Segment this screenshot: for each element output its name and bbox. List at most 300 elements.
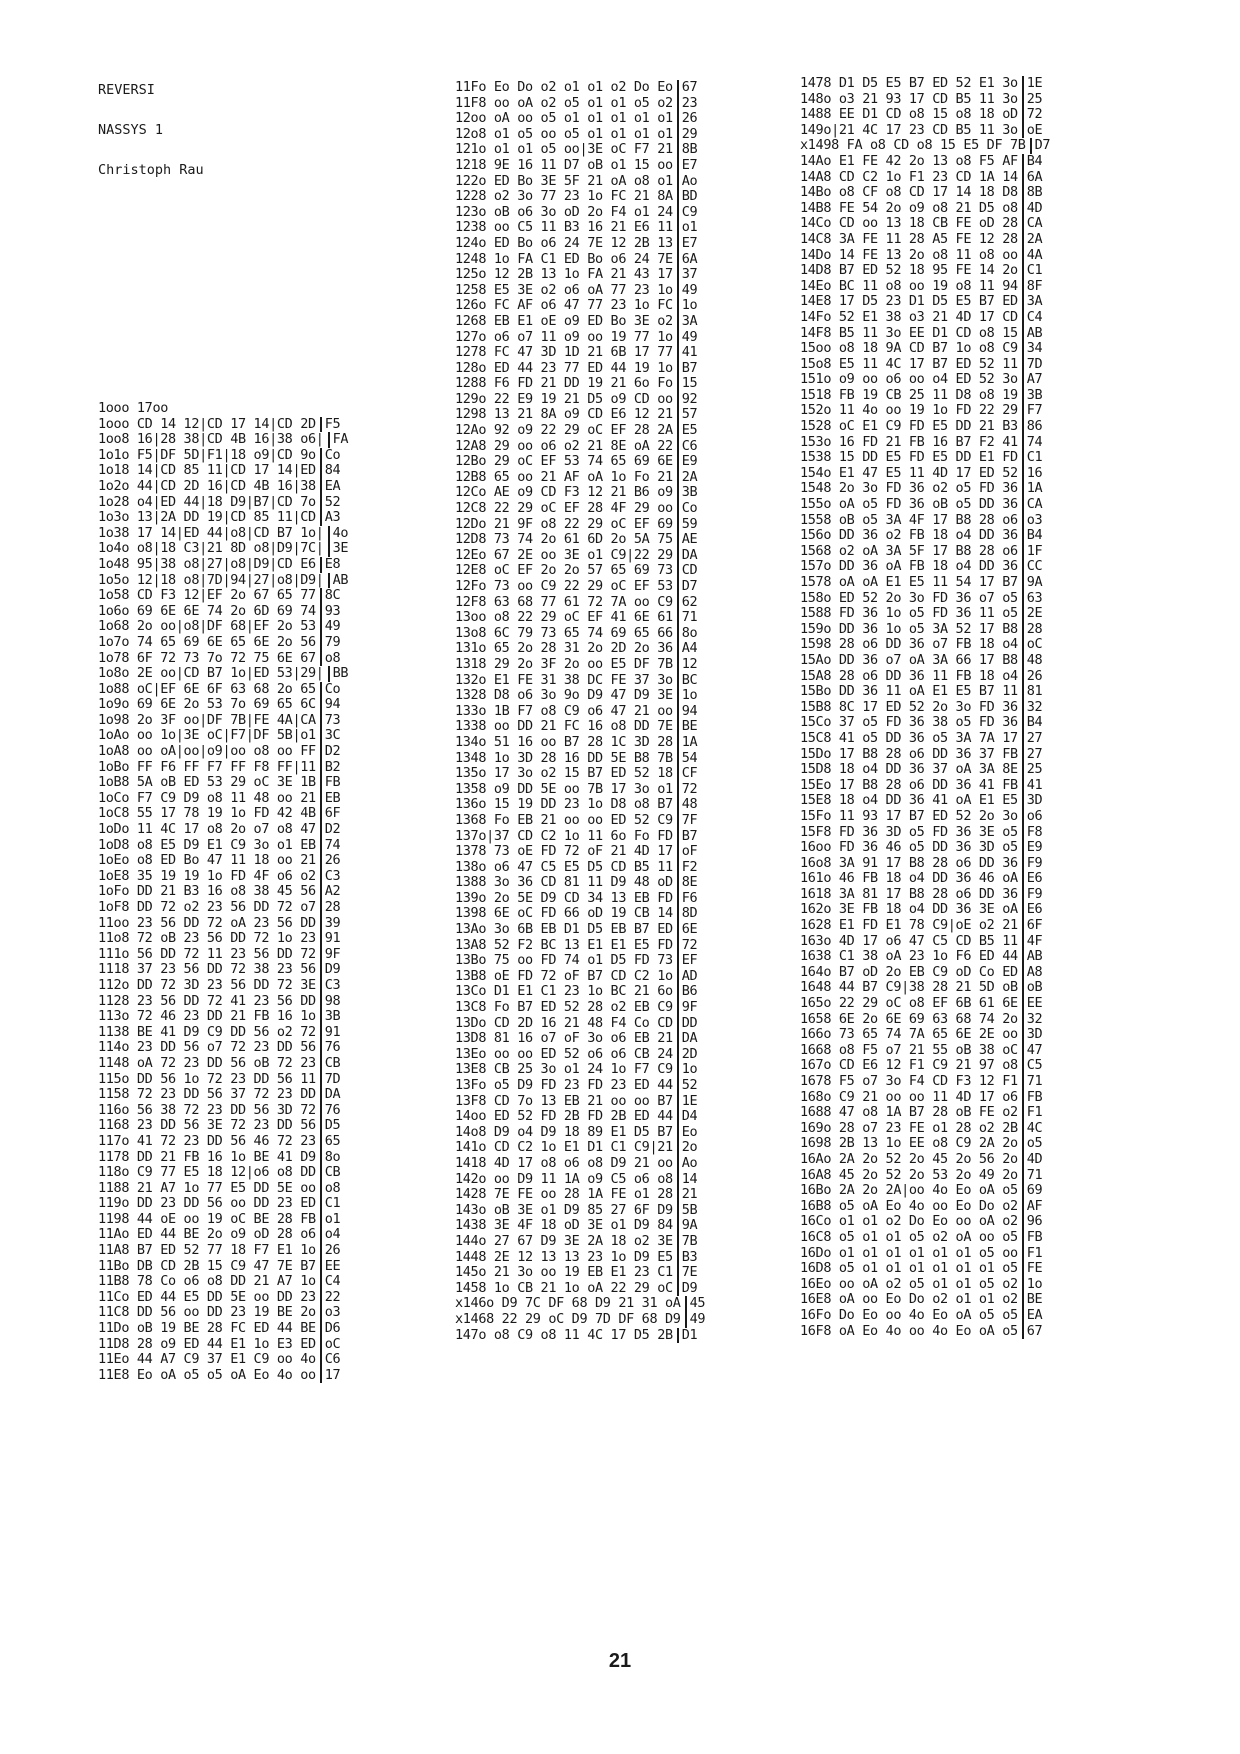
hex-bytes: 16oo FD 36 46 o5 DD 36 3D o5 — [800, 839, 1018, 856]
hex-row — [98, 697, 348, 713]
hex-bytes: 1oB8 5A oB ED 53 29 oC 3E 1B — [98, 774, 316, 791]
row-checksum: C1 — [1022, 450, 1043, 466]
hex-bytes: 115o DD 56 1o 72 23 DD 56 11 — [98, 1070, 316, 1087]
row-checksum: 8B — [1022, 185, 1043, 201]
hex-bytes: 1528 oC E1 C9 FD E5 DD 21 B3 — [800, 418, 1018, 435]
row-checksum: 3D — [1022, 1027, 1043, 1043]
row-checksum: 71 — [677, 610, 698, 626]
hex-bytes: 166o 73 65 74 7A 65 6E 2E oo — [800, 1026, 1018, 1043]
hex-row — [455, 797, 705, 813]
hex-row — [98, 463, 348, 479]
row-checksum: 93 — [320, 604, 341, 620]
hex-row — [455, 517, 705, 533]
hex-bytes: 11B8 78 Co o6 o8 DD 21 A7 1o — [98, 1273, 316, 1290]
hex-bytes: 13Fo o5 D9 FD 23 FD 23 ED 44 — [455, 1077, 673, 1093]
hex-bytes: 1588 FD 36 1o o5 FD 36 11 o5 — [800, 605, 1018, 622]
hex-row — [98, 869, 348, 885]
hex-bytes: 113o 72 46 23 DD 21 FB 16 1o — [98, 1008, 316, 1025]
row-checksum: 4A — [1022, 248, 1043, 264]
hex-bytes: 1198 44 oE oo 19 oC BE 28 FB — [98, 1210, 316, 1227]
hex-bytes: 1188 21 A7 1o 77 E5 DD 5E oo — [98, 1179, 316, 1196]
hex-bytes: 11oo 23 56 DD 72 oA 23 56 DD — [98, 914, 316, 931]
hex-bytes: 1438 3E 4F 18 oD 3E o1 D9 84 — [455, 1217, 673, 1234]
hex-bytes: 16Do o1 o1 o1 o1 o1 o1 o5 oo — [800, 1244, 1018, 1261]
hex-row — [800, 544, 1050, 560]
hex-bytes: 141o CD C2 1o E1 D1 C1 C9|21 — [455, 1139, 673, 1156]
hex-row — [98, 791, 348, 807]
hex-bytes: 12Co AE o9 CD F3 12 21 B6 o9 — [455, 484, 673, 501]
hex-row — [800, 902, 1050, 918]
hex-bytes: 123o oB o6 3o oD 2o F4 o1 24 — [455, 203, 673, 220]
hex-bytes: 11Bo DB CD 2B 15 C9 47 7E B7 — [98, 1257, 316, 1274]
row-checksum: 91 — [320, 1025, 341, 1041]
row-checksum: 37 — [677, 267, 698, 283]
row-checksum: E8 — [320, 557, 341, 573]
hex-row — [800, 1246, 1050, 1262]
row-checksum: 48 — [1022, 653, 1043, 669]
row-checksum: 8o — [320, 1150, 341, 1166]
hex-bytes: 15Do 17 B8 28 o6 DD 36 37 FB — [800, 745, 1018, 762]
hex-row — [800, 372, 1050, 388]
hex-row — [455, 236, 705, 252]
hex-row — [98, 822, 348, 838]
row-checksum: 59 — [677, 517, 698, 533]
hex-row — [800, 1012, 1050, 1028]
row-checksum: 67 — [1022, 1324, 1043, 1340]
hex-row — [98, 916, 348, 932]
row-checksum: 62 — [677, 595, 698, 611]
row-checksum: 16 — [1022, 466, 1043, 482]
row-checksum: 2A — [677, 470, 698, 486]
row-checksum: C3 — [320, 869, 341, 885]
row-checksum: o6 — [1022, 809, 1043, 825]
hex-bytes: 1288 F6 FD 21 DD 19 21 6o Fo — [455, 375, 673, 392]
hex-bytes: 158o ED 52 2o 3o FD 36 o7 o5 — [800, 589, 1018, 606]
hex-bytes: 1538 15 DD E5 FD E5 DD E1 FD — [800, 449, 1018, 466]
hex-row — [455, 673, 705, 689]
row-checksum: 4D — [1022, 1152, 1043, 1168]
hex-bytes: 1o18 14|CD 85 11|CD 17 14|ED — [98, 462, 316, 479]
hex-bytes: 11Eo 44 A7 C9 37 E1 C9 oo 4o — [98, 1351, 316, 1368]
hex-row — [800, 871, 1050, 887]
row-checksum: 32 — [1022, 1012, 1043, 1028]
hex-bytes: 149o|21 4C 17 23 CD B5 11 3o — [800, 121, 1018, 138]
hex-row — [800, 606, 1050, 622]
hex-bytes: 124o ED Bo o6 24 7E 12 2B 13 — [455, 234, 673, 251]
hex-bytes: 15Fo 11 93 17 B7 ED 52 2o 3o — [800, 807, 1018, 824]
hex-row — [800, 450, 1050, 466]
hex-bytes: 125o 12 2B 13 1o FA 21 43 17 — [455, 266, 673, 283]
hex-bytes: 1658 6E 2o 6E 69 63 68 74 2o — [800, 1010, 1018, 1027]
row-checksum: CA — [1022, 497, 1043, 513]
hex-bytes: 1358 o9 DD 5E oo 7B 17 3o o1 — [455, 780, 673, 797]
row-checksum: 21 — [677, 1187, 698, 1203]
hex-row — [98, 1087, 348, 1103]
row-checksum: Co — [320, 682, 341, 698]
row-checksum: F1 — [1022, 1246, 1043, 1262]
hex-row — [800, 92, 1050, 108]
row-checksum: Eo — [677, 1125, 698, 1141]
row-checksum: CB — [320, 1056, 341, 1072]
row-checksum: 17 — [320, 1368, 341, 1384]
hex-row — [98, 1072, 348, 1088]
hex-row — [800, 107, 1050, 123]
row-checksum: o8 — [320, 1181, 341, 1197]
row-checksum: E9 — [677, 454, 698, 470]
hex-row — [800, 216, 1050, 232]
row-checksum: A2 — [320, 884, 341, 900]
row-checksum: CD — [677, 563, 698, 579]
hex-row — [455, 782, 705, 798]
row-checksum: D4 — [677, 1109, 698, 1125]
hex-row — [800, 669, 1050, 685]
hex-bytes: 15E8 18 o4 DD 36 41 oA E1 E5 — [800, 792, 1018, 809]
hex-bytes: x1498 FA o8 CD o8 15 E5 DF 7B — [800, 137, 1026, 154]
hex-row — [800, 513, 1050, 529]
hex-bytes: 14Fo 52 E1 38 o3 21 4D 17 CD — [800, 308, 1018, 325]
row-checksum: 91 — [320, 931, 341, 947]
hex-row — [455, 111, 705, 127]
hex-row — [455, 1312, 705, 1328]
hex-row — [98, 573, 348, 589]
row-checksum: B3 — [677, 1250, 698, 1266]
hex-bytes: 16A8 45 2o 52 2o 53 2o 49 2o — [800, 1166, 1018, 1183]
hex-row — [800, 310, 1050, 326]
row-checksum: 39 — [320, 916, 341, 932]
hex-row — [800, 684, 1050, 700]
hex-bytes: 15A8 28 o6 DD 36 11 FB 18 o4 — [800, 667, 1018, 684]
hex-bytes: 15C8 41 o5 DD 36 o5 3A 7A 17 — [800, 729, 1018, 746]
hex-row — [800, 1308, 1050, 1324]
row-checksum: EE — [320, 1259, 341, 1275]
hex-row — [98, 541, 348, 557]
hex-row — [455, 657, 705, 673]
row-checksum: A7 — [1022, 372, 1043, 388]
row-checksum: 52 — [320, 495, 341, 511]
hex-bytes: 1298 13 21 8A o9 CD E6 12 21 — [455, 406, 673, 423]
hex-bytes: 12C8 22 29 oC EF 28 4F 29 oo — [455, 500, 673, 517]
hex-row — [455, 314, 705, 330]
hex-bytes: 16D8 o5 o1 o1 o1 o1 o1 o1 o5 — [800, 1260, 1018, 1277]
hex-row — [455, 704, 705, 720]
hex-row — [800, 965, 1050, 981]
hex-bytes: 1388 3o 36 CD 81 11 D9 48 oD — [455, 874, 673, 891]
row-checksum: Ao — [677, 1156, 698, 1172]
hex-row — [455, 361, 705, 377]
hex-row — [98, 884, 348, 900]
hex-bytes: 1238 oo C5 11 B3 16 21 E6 11 — [455, 219, 673, 236]
hex-bytes: 13Co D1 E1 C1 23 1o BC 21 6o — [455, 983, 673, 1000]
hex-bytes: 1oBo FF F6 FF F7 FF F8 FF|11 — [98, 758, 316, 775]
hex-bytes: 131o 65 2o 28 31 2o 2D 2o 36 — [455, 640, 673, 657]
hex-row — [455, 844, 705, 860]
hex-row — [800, 700, 1050, 716]
hex-row — [800, 996, 1050, 1012]
row-checksum: 74 — [320, 838, 341, 854]
row-checksum: F7 — [1022, 403, 1043, 419]
row-checksum: D9 — [320, 962, 341, 978]
hex-bytes: 1488 EE D1 CD o8 15 o8 18 oD — [800, 106, 1018, 123]
hex-bytes: 13Ao 3o 6B EB D1 D5 EB B7 ED — [455, 921, 673, 938]
hex-bytes: 1248 1o FA C1 ED Bo o6 24 7E — [455, 250, 673, 267]
hex-bytes: 1228 o2 3o 77 23 1o FC 21 8A — [455, 188, 673, 205]
hex-row — [800, 949, 1050, 965]
hex-row — [800, 1058, 1050, 1074]
hex-bytes: 15Co 37 o5 FD 36 38 o5 FD 36 — [800, 714, 1018, 731]
row-checksum: FB — [320, 775, 341, 791]
hex-row — [800, 1261, 1050, 1277]
hex-row — [455, 1172, 705, 1188]
hex-bytes: 135o 17 3o o2 15 B7 ED 52 18 — [455, 765, 673, 782]
hex-bytes: 15Ao DD 36 o7 oA 3A 66 17 B8 — [800, 651, 1018, 668]
hex-row — [98, 1134, 348, 1150]
hex-row — [800, 980, 1050, 996]
hex-bytes: 1oDo 11 4C 17 o8 2o o7 o8 47 — [98, 821, 316, 838]
hex-bytes: 1o2o 44|CD 2D 16|CD 4B 16|38 — [98, 477, 316, 494]
hex-row — [455, 189, 705, 205]
row-checksum: 41 — [1022, 778, 1043, 794]
hex-bytes: 127o o6 o7 11 o9 oo 19 77 1o — [455, 328, 673, 345]
hex-row — [455, 345, 705, 361]
hex-row — [455, 735, 705, 751]
hex-row — [98, 635, 348, 651]
hex-bytes: 161o 46 FB 18 o4 DD 36 46 oA — [800, 870, 1018, 887]
hex-bytes: 153o 16 FD 21 FB 16 B7 F2 41 — [800, 433, 1018, 450]
hex-bytes: 133o 1B F7 o8 C9 o6 47 21 oo — [455, 702, 673, 719]
hex-row — [455, 174, 705, 190]
row-checksum: 4D — [1022, 201, 1043, 217]
row-checksum: 6A — [1022, 170, 1043, 186]
hex-row — [455, 813, 705, 829]
hex-bytes: 1oAo oo 1o|3E oC|F7|DF 5B|o1 — [98, 727, 316, 744]
row-checksum: C5 — [1022, 1058, 1043, 1074]
author-name: Christoph Rau — [98, 162, 204, 178]
hex-bytes: 137o|37 CD C2 1o 11 6o Fo FD — [455, 827, 673, 844]
hex-row — [800, 1043, 1050, 1059]
row-checksum: 22 — [320, 1290, 341, 1306]
hex-bytes: 1o68 2o oo|o8|DF 68|EF 2o 53 — [98, 618, 316, 635]
row-checksum: 25 — [1022, 92, 1043, 108]
hex-bytes: 12Ao 92 o9 22 29 oC EF 28 2A — [455, 422, 673, 439]
hex-row — [800, 123, 1050, 139]
hex-row — [800, 809, 1050, 825]
hex-bytes: 1oD8 o8 E5 D9 E1 C9 3o o1 EB — [98, 836, 316, 853]
hex-row — [455, 1094, 705, 1110]
row-checksum: 2E — [1022, 606, 1043, 622]
hex-row — [800, 185, 1050, 201]
hex-bytes: 1oE8 35 19 19 1o FD 4F o6 o2 — [98, 867, 316, 884]
hex-row — [800, 294, 1050, 310]
row-checksum: E6 — [1022, 902, 1043, 918]
row-checksum: F9 — [1022, 887, 1043, 903]
hex-row — [455, 439, 705, 455]
hex-bytes: 16Fo Do Eo oo 4o Eo oA o5 o5 — [800, 1306, 1018, 1323]
hex-row — [455, 1016, 705, 1032]
row-checksum: 9A — [1022, 575, 1043, 591]
row-checksum: 4F — [1022, 934, 1043, 950]
row-checksum: Ao — [677, 174, 698, 190]
row-checksum: 57 — [677, 407, 698, 423]
hex-row — [98, 978, 348, 994]
hex-bytes: 11Do oB 19 BE 28 FC ED 44 BE — [98, 1320, 316, 1337]
hex-bytes: 157o DD 36 oA FB 18 o4 DD 36 — [800, 558, 1018, 575]
hex-bytes: x1468 22 29 oC D9 7D DF 68 D9 — [455, 1310, 681, 1327]
row-checksum: 15 — [677, 376, 698, 392]
row-checksum: oF — [677, 844, 698, 860]
hex-row — [98, 994, 348, 1010]
row-checksum: 98 — [320, 994, 341, 1010]
hex-row — [800, 1214, 1050, 1230]
hex-bytes: 1448 2E 12 13 13 23 1o D9 E5 — [455, 1248, 673, 1265]
hex-row — [455, 501, 705, 517]
hex-bytes: 16o8 3A 91 17 B8 28 o6 DD 36 — [800, 854, 1018, 871]
system-name: NASSYS 1 — [98, 122, 164, 138]
hex-row — [800, 715, 1050, 731]
row-checksum: 71 — [1022, 1168, 1043, 1184]
hex-row — [800, 825, 1050, 841]
hex-row — [455, 626, 705, 642]
row-checksum: DD — [677, 1016, 698, 1032]
hex-bytes: 12A8 29 oo o6 o2 21 8E oA 22 — [455, 437, 673, 454]
hex-row — [800, 138, 1050, 154]
hex-row — [98, 1368, 348, 1384]
hex-row — [455, 80, 705, 96]
hex-row — [98, 1352, 348, 1368]
hex-row — [455, 563, 705, 579]
hex-row — [455, 1078, 705, 1094]
hex-bytes: 16C8 o5 o1 o1 o5 o2 oA oo o5 — [800, 1228, 1018, 1245]
row-checksum: 25 — [1022, 762, 1043, 778]
hex-bytes: 1328 D8 o6 3o 9o D9 47 D9 3E — [455, 687, 673, 704]
row-checksum: 8D — [677, 906, 698, 922]
row-checksum: 69 — [1022, 1183, 1043, 1199]
hex-bytes: 11D8 28 o9 ED 44 E1 1o E3 ED — [98, 1335, 316, 1352]
hex-bytes: 1218 9E 16 11 D7 oB o1 15 oo — [455, 156, 673, 173]
hex-row — [98, 604, 348, 620]
hex-bytes: 144o 27 67 D9 3E 2A 18 o2 3E — [455, 1232, 673, 1249]
row-checksum: 63 — [1022, 591, 1043, 607]
row-checksum: 2o — [677, 1140, 698, 1156]
hex-row — [98, 417, 348, 433]
hex-row — [455, 548, 705, 564]
hex-row — [98, 713, 348, 729]
hex-bytes: 12D8 73 74 2o 61 6D 2o 5A 75 — [455, 531, 673, 548]
hex-column-3 — [800, 76, 1050, 1339]
hex-bytes: 1o38 17 14|ED 44|o8|CD B7 1o| — [98, 524, 324, 541]
row-checksum: D9 — [677, 1281, 698, 1297]
row-checksum: D7 — [1030, 138, 1051, 154]
hex-bytes: 11Co ED 44 E5 DD 5E oo DD 23 — [98, 1288, 316, 1305]
row-checksum: 1o — [677, 298, 698, 314]
hex-bytes: 14E8 17 D5 23 D1 D5 E5 B7 ED — [800, 293, 1018, 310]
hex-row — [455, 127, 705, 143]
row-checksum: 47 — [1022, 1043, 1043, 1059]
hex-bytes: 16Bo 2A 2o 2A|oo 4o Eo oA o5 — [800, 1182, 1018, 1199]
hex-bytes: 1oC8 55 17 78 19 1o FD 42 4B — [98, 805, 316, 822]
row-checksum: C6 — [677, 439, 698, 455]
hex-bytes: 132o E1 FE 31 38 DC FE 37 3o — [455, 671, 673, 688]
row-checksum: D7 — [677, 579, 698, 595]
row-checksum: o8 — [320, 651, 341, 667]
row-checksum: oC — [1022, 637, 1043, 653]
hex-bytes: 1628 E1 FD E1 78 C9|oE o2 21 — [800, 917, 1018, 934]
row-checksum: F5 — [320, 417, 341, 433]
hex-bytes: 111o 56 DD 72 11 23 56 DD 72 — [98, 945, 316, 962]
row-checksum: 32 — [1022, 700, 1043, 716]
hex-bytes: 1o98 2o 3F oo|DF 7B|FE 4A|CA — [98, 711, 316, 728]
hex-row — [98, 1243, 348, 1259]
hex-row — [455, 1234, 705, 1250]
hex-row — [98, 962, 348, 978]
hex-bytes: 13B8 oE FD 72 oF B7 CD C2 1o — [455, 967, 673, 984]
hex-bytes: 1oA8 oo oA|oo|o9|oo o8 oo FF — [98, 743, 316, 760]
hex-bytes: 1258 E5 3E o2 o6 oA 77 23 1o — [455, 281, 673, 298]
row-checksum: BB — [328, 666, 349, 682]
row-checksum: FE — [1022, 1261, 1043, 1277]
row-checksum: 3B — [320, 1009, 341, 1025]
hex-bytes: 13o8 6C 79 73 65 74 69 65 66 — [455, 624, 673, 641]
hex-bytes: 128o ED 44 23 77 ED 44 19 1o — [455, 359, 673, 376]
row-checksum: 3B — [1022, 388, 1043, 404]
hex-row — [455, 1125, 705, 1141]
hex-row — [455, 1218, 705, 1234]
hex-row — [455, 906, 705, 922]
hex-bytes: 119o DD 23 DD 56 oo DD 23 ED — [98, 1195, 316, 1212]
row-checksum: E9 — [1022, 840, 1043, 856]
hex-row — [98, 1103, 348, 1119]
hex-row — [800, 263, 1050, 279]
hex-bytes: x146o D9 7C DF 68 D9 21 31 oA — [455, 1295, 681, 1312]
hex-row — [98, 1212, 348, 1228]
hex-bytes: 167o CD E6 12 F1 C9 21 97 o8 — [800, 1057, 1018, 1074]
hex-bytes: 134o 51 16 oo B7 28 1C 3D 28 — [455, 733, 673, 750]
hex-row — [800, 201, 1050, 217]
hex-bytes: 1428 7E FE oo 28 1A FE o1 28 — [455, 1186, 673, 1203]
hex-bytes: 1398 6E oC FD 66 oD 19 CB 14 — [455, 905, 673, 922]
hex-bytes: 1128 23 56 DD 72 41 23 56 DD — [98, 992, 316, 1009]
hex-bytes: 1o3o 13|2A DD 19|CD 85 11|CD — [98, 509, 316, 526]
hex-row — [455, 485, 705, 501]
hex-row — [98, 479, 348, 495]
hex-row — [800, 1183, 1050, 1199]
hex-bytes: 1oFo DD 21 B3 16 o8 38 45 56 — [98, 883, 316, 900]
row-checksum: 49 — [677, 330, 698, 346]
hex-bytes: 1638 C1 38 oA 23 1o F6 ED 44 — [800, 948, 1018, 965]
row-checksum: 6A — [677, 252, 698, 268]
hex-row — [455, 407, 705, 423]
hex-bytes: 13oo o8 22 29 oC EF 41 6E 61 — [455, 609, 673, 626]
hex-row — [455, 860, 705, 876]
hex-row — [455, 688, 705, 704]
row-checksum: 96 — [1022, 1214, 1043, 1230]
hex-row — [455, 142, 705, 158]
row-checksum: 49 — [685, 1312, 706, 1328]
hex-row — [800, 497, 1050, 513]
hex-bytes: 11A8 B7 ED 52 77 18 F7 E1 1o — [98, 1242, 316, 1259]
hex-row — [455, 532, 705, 548]
row-checksum: CB — [320, 1165, 341, 1181]
row-checksum: D2 — [320, 822, 341, 838]
hex-bytes: 1168 23 DD 56 3E 72 23 DD 56 — [98, 1117, 316, 1134]
row-checksum: 1o — [677, 688, 698, 704]
hex-row — [800, 1152, 1050, 1168]
row-checksum: o3 — [320, 1305, 341, 1321]
hex-bytes: 1318 29 2o 3F 2o oo E5 DF 7B — [455, 655, 673, 672]
hex-row — [800, 887, 1050, 903]
hex-row — [800, 591, 1050, 607]
hex-bytes: 13C8 Fo B7 ED 52 28 o2 EB C9 — [455, 999, 673, 1016]
hex-bytes: 15o8 E5 11 4C 17 B7 ED 52 11 — [800, 355, 1018, 372]
